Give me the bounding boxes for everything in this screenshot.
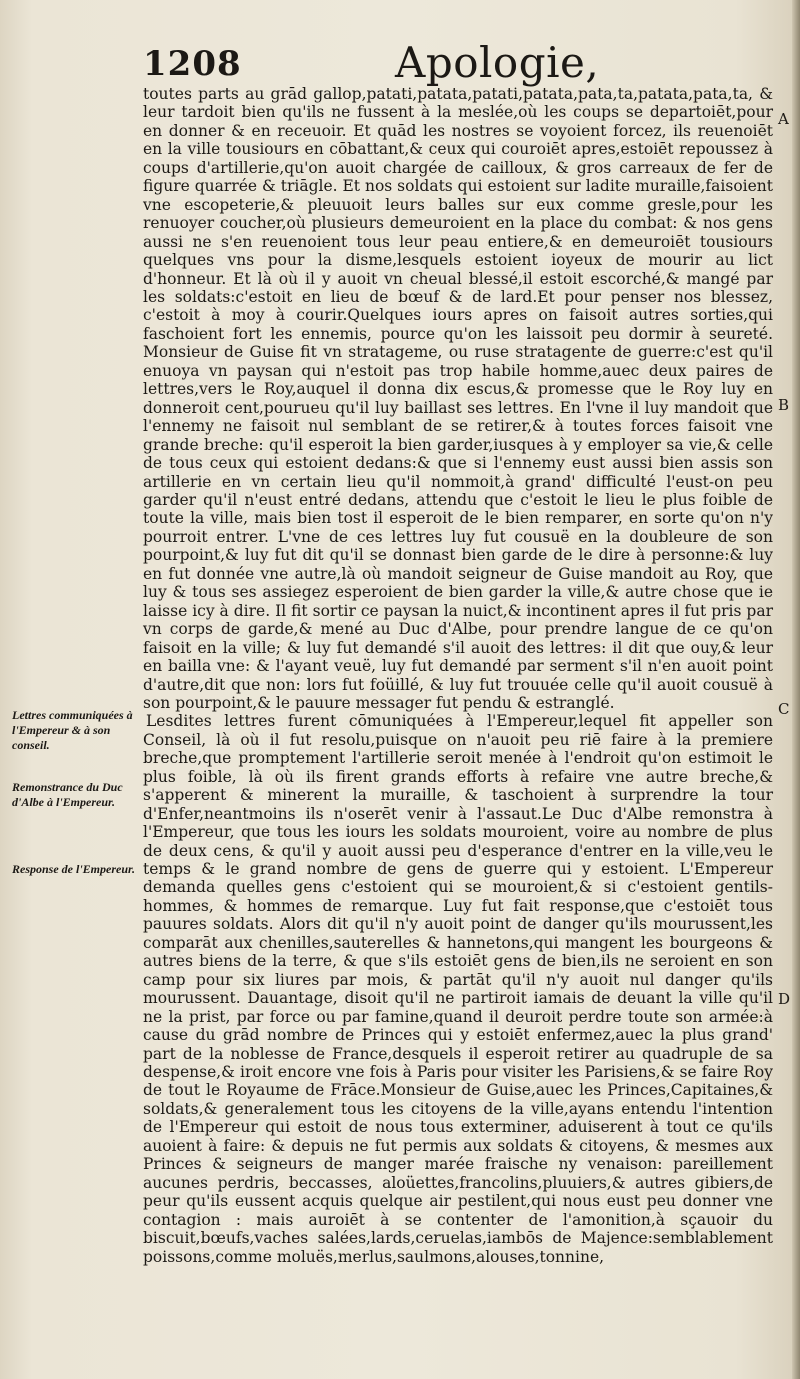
page-spine-edge <box>792 0 800 1379</box>
running-title: Apologie, <box>395 38 600 87</box>
paragraph: toutes parts au grād gallop,patati,patata,patati,patata,pata,ta,patata,pata,ta, & leur tardoit bien qu'ils ne fussent à la meslée,où les coups se departoiēt,pour en donner & en receuoir. Et quād les nostres se voyoient forcez, ils reuenoiēt en la ville tousiours en cōbattant,& ceux qui couroiēt apres,estoiēt repoussez à coups d'artillerie,qu'on auoit chargée de cailloux, & gros carreaux de fer de figure quarrée & triāgle. Et nos soldats qui estoient sur ladite muraille,faisoient vne escopeterie,& pleuuoit leurs balles sur eux comme gresle,pour les renuoyer coucher,où plusieurs demeuroient en la place du combat: & nos gens aussi ne s'en reuenoient tous leur peau entiere,& en demeuroiēt tousiours quelques vns pour la disme,lesquels estoient ioyeux de mourir au lict d'honneur. Et là où il y auoit vn cheual blessé,il estoit escorché,& mangé par les soldats:c'estoit en lieu de bœuf & de lard.Et pour penser nos blessez, c'estoit à moy à courir.Quelques iours apres on faisoit autres sorties,qui faschoient fort les ennemis, pource qu'on les laissoit peu dormir à seureté. Monsieur de Guise fit vn stratageme, ou ruse stratagente de guerre:c'est qu'il enuoya vn paysan qui n'estoit pas trop habile homme,auec deux paires de lettres,vers le Roy,auquel il donna dix escus,& promesse que le Roy luy en donneroit cent,pourueu qu'il luy baillast ses lettres. En l'vne il luy mandoit que l'ennemy ne faisoit nul semblant de se retirer,& à toutes forces faisoit vne grande breche: qu'il esperoit la bien garder,iusques à y employer sa vie,& celle de tous ceux qui estoient dedans:& que si l'ennemy eust aussi bien assis son artillerie en vn certain lieu qu'il nommoit,à grand' difficulté l'eust-on peu garder qu'il n'eust entré dedans, attendu que c'estoit le lieu le plus foible de toute la ville, mais bien tost il esperoit de le bien remparer, en sorte qu'on n'y pourroit entrer. L'vne de ces lettres luy fut cousuë en la doubleure de son pourpoint,& luy fut dit qu'il se donnast bien garde de le dire à personne:& luy en fut donnée vne autre,là où mandoit seigneur de Guise mandoit au Roy, que luy & tous ses assiegez esperoient de bien garder la ville,& autre chose que ie laisse icy à dire. Il fit sortir ce paysan la nuict,& incontinent apres il fut pris par vn corps de garde,& mené au Duc d'Albe, pour prendre langue de ce qu'on faisoit en la ville; & luy fut demandé s'il auoit des lettres: il dit que ouy,& leur en bailla vne: & l'ayant veuë, luy fut demandé par serment s'il n'en auoit point d'autre,dit que non: lors fut foüillé, & luy fut trouuée celle qu'il auoit cousuë à son pourpoint,& le pauure messager fut pendu & estranglé. <box>143 85 773 712</box>
margin-letter-c: C <box>778 700 790 718</box>
margin-letter-d: D <box>778 990 791 1008</box>
margin-note-response: Response de l'Empereur. <box>12 862 136 876</box>
margin-letter-b: B <box>778 396 790 414</box>
margin-note-letters-communicated: Lettres communiquées à l'Empereur & à son conseil. <box>12 708 133 752</box>
page-number: 1208 <box>143 44 242 84</box>
margin-note-remonstrance: Remonstrance du Duc d'Albe à l'Empereur. <box>12 780 123 809</box>
body-text <box>143 85 773 1266</box>
margin-letter-a: A <box>778 110 789 128</box>
paragraph: Lesdites lettres furent cōmuniquées à l'Empereur,lequel fit appeller son Conseil, là où il fut resolu,puisque on n'auoit peu riē faire à la premiere breche,que promptement l'artillerie seroit menée à l'endroit qu'on estimoit le plus foible, là où ils firent grands efforts à refaire vne autre breche,& s'apperent & minerent la muraille, & taschoient à surprendre la tour d'Enfer,neantmoins ils n'oserēt venir à l'assaut.Le Duc d'Albe remonstra à l'Empereur, que tous les iours les soldats mouroient, voire au nombre de plus de deux cens, & qu'il y auoit aussi peu d'esperance d'entrer en la ville,veu le temps & le grand nombre de gens de guerre qui y estoient. L'Empereur demanda quelles gens c'estoient qui se mouroient,& si c'estoient gentils-hommes, & hommes de remarque. Luy fut fait response,que c'estoiēt tous pauures soldats. Alors dit qu'il n'y auoit point de danger qu'ils mourussent,les comparāt aux chenilles,sauterelles & hannetons,qui mangent les bourgeons & autres biens de la terre, & que s'ils estoiēt gens de bien,ils ne seroient en son camp pour six liures par mois, & partāt qu'il n'y auoit nul danger qu'ils mourussent. Dauantage, disoit qu'il ne partiroit iamais de deuant la ville qu'il ne la prist, par force ou par famine,quand il deuroit perdre toute son armée:à cause du grād nombre de Princes qui y estoiēt enfermez,auec la plus grand' part de la noblesse de France,desquels il esperoit retirer au quadruple de sa despense,& iroit encore vne fois à Paris pour visiter les Parisiens,& se faire Roy de tout le Royaume de Frāce.Monsieur de Guise,auec les Princes,Capitaines,& soldats,& generalement tous les citoyens de la ville,ayans entendu l'intention de l'Empereur qui estoit de nous tous exterminer, aduiserent à tout ce qu'ils auoient à faire: & depuis ne fut permis aux soldats & citoyens, & mesmes aux Princes & seigneurs de manger marée fraische ny venaison: pareillement aucunes perdris, beccasses, aloüettes,francolins,pluuiers,& autres gibiers,de peur qu'ils eussent acquis quelque air pestilent,qui nous eust peu donner vne contagion : mais auroiēt à se contenter de l'amonition,à sçauoir du biscuit,bœufs,vaches salées,lards,ceruelas,iambōs de Majence:semblablement poissons,comme moluës,merlus,saulmons,alouses,tonnine, <box>143 712 773 1266</box>
